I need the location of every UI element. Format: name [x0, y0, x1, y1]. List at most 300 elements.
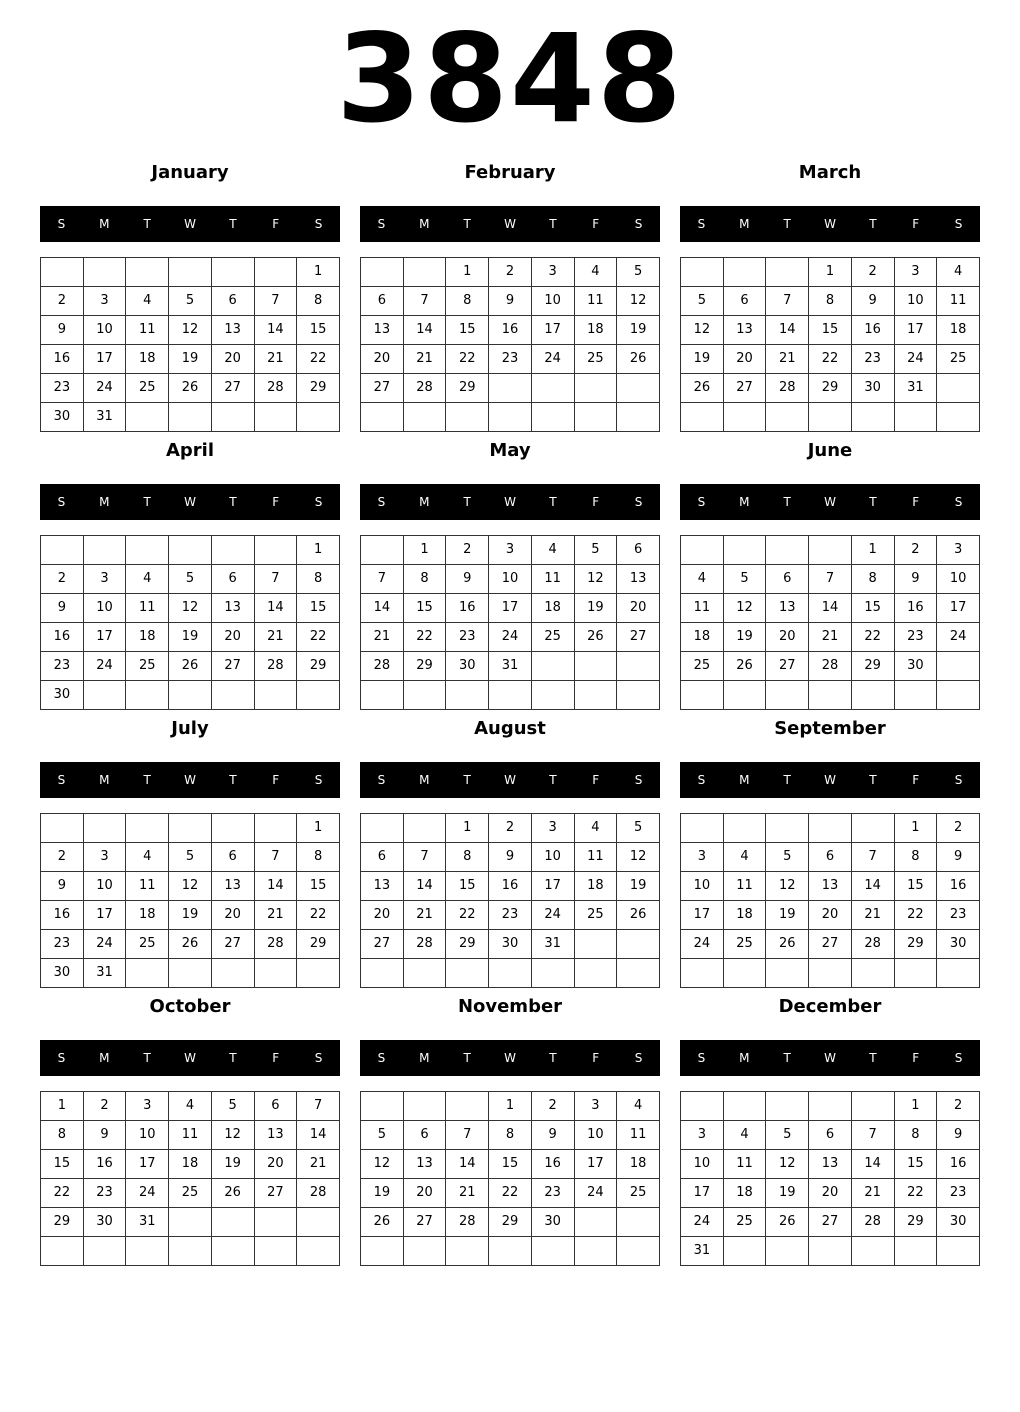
day-cell	[809, 403, 852, 432]
day-cell: 16	[83, 1150, 126, 1179]
day-cell	[766, 258, 809, 287]
day-cell: 23	[83, 1179, 126, 1208]
day-cell	[126, 1237, 169, 1266]
day-cell: 5	[681, 287, 724, 316]
weekday-label: T	[229, 1051, 237, 1065]
day-cell: 21	[361, 623, 404, 652]
day-cell: 21	[297, 1150, 340, 1179]
weekday-label: S	[377, 1051, 386, 1065]
day-cell	[126, 536, 169, 565]
day-cell: 13	[403, 1150, 446, 1179]
day-cell	[41, 1237, 84, 1266]
day-cell: 28	[809, 652, 852, 681]
weekday-header-bar	[680, 1040, 980, 1076]
day-cell: 5	[723, 565, 766, 594]
day-cell: 4	[126, 843, 169, 872]
week-row	[361, 403, 660, 432]
day-cell	[403, 814, 446, 843]
day-cell	[254, 258, 297, 287]
month-name: June	[807, 440, 853, 461]
day-cell: 3	[681, 1121, 724, 1150]
day-grid	[40, 535, 340, 710]
day-cell: 29	[297, 652, 340, 681]
weekday-label: S	[954, 495, 963, 509]
day-cell: 28	[254, 652, 297, 681]
day-cell: 17	[574, 1150, 617, 1179]
week-row	[41, 1179, 340, 1208]
day-grid	[680, 813, 980, 988]
day-cell: 7	[254, 565, 297, 594]
day-cell: 9	[41, 594, 84, 623]
day-cell: 3	[531, 814, 574, 843]
day-cell: 10	[83, 872, 126, 901]
day-cell: 26	[169, 652, 212, 681]
day-cell: 4	[723, 843, 766, 872]
day-cell: 29	[446, 374, 489, 403]
day-cell: 9	[489, 843, 532, 872]
day-cell: 9	[531, 1121, 574, 1150]
day-cell	[574, 403, 617, 432]
day-cell: 20	[361, 345, 404, 374]
day-cell: 1	[403, 536, 446, 565]
day-cell: 7	[403, 843, 446, 872]
day-cell: 10	[489, 565, 532, 594]
day-cell	[937, 374, 980, 403]
week-row	[361, 316, 660, 345]
day-cell: 15	[297, 594, 340, 623]
day-cell	[169, 258, 212, 287]
day-cell	[297, 1208, 340, 1237]
day-cell: 22	[489, 1179, 532, 1208]
day-cell: 30	[937, 930, 980, 959]
day-cell	[851, 814, 894, 843]
weekday-label: M	[99, 217, 110, 231]
day-cell: 16	[41, 345, 84, 374]
day-cell: 6	[211, 565, 254, 594]
weekday-label: W	[504, 495, 516, 509]
month-name: October	[149, 996, 231, 1017]
week-row	[41, 1208, 340, 1237]
day-cell: 4	[723, 1121, 766, 1150]
day-cell: 28	[361, 652, 404, 681]
day-cell: 5	[169, 565, 212, 594]
day-cell: 30	[83, 1208, 126, 1237]
day-cell: 7	[809, 565, 852, 594]
day-cell: 22	[297, 345, 340, 374]
day-cell: 15	[297, 316, 340, 345]
day-cell: 12	[766, 1150, 809, 1179]
day-cell: 8	[446, 843, 489, 872]
day-cell: 17	[489, 594, 532, 623]
day-grid	[680, 257, 980, 432]
weekday-label: S	[377, 217, 386, 231]
week-row	[41, 403, 340, 432]
weekday-header-bar	[680, 484, 980, 520]
day-cell	[681, 403, 724, 432]
day-cell: 20	[809, 901, 852, 930]
weekday-header-bar	[360, 206, 660, 242]
day-cell: 16	[489, 872, 532, 901]
weekday-label: W	[504, 1051, 516, 1065]
month-name: April	[165, 440, 215, 461]
day-cell: 2	[937, 814, 980, 843]
day-cell: 10	[531, 843, 574, 872]
weekday-label: M	[99, 495, 110, 509]
day-cell: 26	[169, 374, 212, 403]
day-cell: 16	[446, 594, 489, 623]
day-cell: 15	[851, 594, 894, 623]
day-cell: 9	[851, 287, 894, 316]
weekday-label: T	[783, 1051, 791, 1065]
day-grid	[680, 1091, 980, 1266]
day-cell	[851, 403, 894, 432]
weekday-label: M	[99, 1051, 110, 1065]
day-cell: 27	[211, 652, 254, 681]
weekday-label: T	[463, 217, 471, 231]
day-cell: 19	[617, 872, 660, 901]
day-cell: 29	[403, 652, 446, 681]
week-row	[681, 814, 980, 843]
day-cell: 9	[41, 316, 84, 345]
day-cell: 20	[723, 345, 766, 374]
day-cell: 11	[169, 1121, 212, 1150]
day-cell: 8	[297, 565, 340, 594]
day-cell	[937, 959, 980, 988]
day-cell: 16	[894, 594, 937, 623]
week-row	[41, 1150, 340, 1179]
day-cell: 1	[894, 814, 937, 843]
weekday-label: F	[912, 1051, 920, 1065]
week-row	[41, 681, 340, 710]
day-cell: 3	[894, 258, 937, 287]
weekday-label: S	[57, 217, 66, 231]
day-cell: 27	[809, 930, 852, 959]
day-cell: 10	[83, 316, 126, 345]
weekday-label: F	[592, 217, 600, 231]
day-cell: 29	[489, 1208, 532, 1237]
day-cell	[809, 681, 852, 710]
day-cell	[403, 258, 446, 287]
day-grid	[680, 535, 980, 710]
day-cell: 8	[403, 565, 446, 594]
day-cell: 14	[403, 316, 446, 345]
day-cell: 18	[723, 901, 766, 930]
weekday-header-bar	[40, 1040, 340, 1076]
day-cell	[254, 959, 297, 988]
day-cell: 23	[41, 652, 84, 681]
week-row	[681, 594, 980, 623]
day-cell: 19	[766, 1179, 809, 1208]
day-cell: 18	[574, 316, 617, 345]
weekday-label: T	[143, 1051, 151, 1065]
day-cell: 17	[531, 316, 574, 345]
week-row	[681, 843, 980, 872]
day-cell: 18	[681, 623, 724, 652]
day-cell	[617, 930, 660, 959]
day-cell: 3	[83, 287, 126, 316]
day-cell: 7	[851, 1121, 894, 1150]
week-row	[361, 258, 660, 287]
day-cell: 17	[83, 623, 126, 652]
week-row	[361, 1150, 660, 1179]
week-row	[41, 1121, 340, 1150]
weekday-label: W	[824, 217, 836, 231]
day-cell: 13	[809, 1150, 852, 1179]
day-cell	[297, 403, 340, 432]
week-row	[41, 594, 340, 623]
week-row	[681, 536, 980, 565]
day-cell	[531, 652, 574, 681]
day-cell: 26	[681, 374, 724, 403]
day-cell: 7	[254, 287, 297, 316]
day-grid	[40, 1091, 340, 1266]
week-row	[41, 872, 340, 901]
day-cell	[766, 403, 809, 432]
day-cell: 29	[894, 1208, 937, 1237]
day-cell	[126, 403, 169, 432]
day-cell: 14	[809, 594, 852, 623]
weekday-label: F	[592, 495, 600, 509]
week-row	[361, 1179, 660, 1208]
week-row	[361, 594, 660, 623]
week-row	[681, 565, 980, 594]
week-row	[681, 374, 980, 403]
day-cell	[617, 403, 660, 432]
weekday-label: W	[184, 773, 196, 787]
day-cell: 3	[489, 536, 532, 565]
day-cell: 5	[361, 1121, 404, 1150]
day-cell: 19	[211, 1150, 254, 1179]
month-name: September	[774, 718, 886, 739]
day-cell	[489, 403, 532, 432]
day-cell	[851, 1092, 894, 1121]
month-name: January	[151, 162, 229, 183]
day-cell: 22	[446, 901, 489, 930]
day-cell: 7	[403, 287, 446, 316]
day-grid	[360, 813, 660, 988]
day-cell: 19	[574, 594, 617, 623]
day-cell: 3	[531, 258, 574, 287]
day-cell: 23	[937, 1179, 980, 1208]
weekday-label: W	[184, 217, 196, 231]
day-cell: 12	[766, 872, 809, 901]
week-row	[41, 565, 340, 594]
day-cell: 19	[169, 901, 212, 930]
day-cell: 24	[681, 930, 724, 959]
day-cell: 15	[446, 316, 489, 345]
day-cell: 20	[211, 901, 254, 930]
day-cell	[169, 681, 212, 710]
week-row	[681, 959, 980, 988]
day-cell	[531, 374, 574, 403]
day-cell	[446, 1237, 489, 1266]
day-cell: 16	[937, 872, 980, 901]
day-cell: 31	[126, 1208, 169, 1237]
weekday-header-bar	[40, 762, 340, 798]
day-cell: 2	[937, 1092, 980, 1121]
weekday-label: S	[57, 495, 66, 509]
day-cell	[809, 1092, 852, 1121]
weekday-label: S	[634, 217, 643, 231]
day-cell	[126, 814, 169, 843]
day-cell: 19	[766, 901, 809, 930]
week-row	[361, 681, 660, 710]
day-cell: 2	[489, 814, 532, 843]
day-grid	[360, 535, 660, 710]
day-cell: 28	[403, 374, 446, 403]
day-cell	[403, 959, 446, 988]
week-row	[41, 930, 340, 959]
day-cell	[894, 959, 937, 988]
day-cell	[403, 403, 446, 432]
weekday-label: W	[824, 495, 836, 509]
day-cell: 24	[531, 901, 574, 930]
day-cell: 8	[297, 843, 340, 872]
day-cell: 23	[41, 374, 84, 403]
week-row	[681, 1208, 980, 1237]
week-row	[41, 814, 340, 843]
day-cell: 6	[403, 1121, 446, 1150]
day-cell: 18	[126, 901, 169, 930]
day-cell: 29	[851, 652, 894, 681]
weekday-label: S	[314, 773, 323, 787]
weekday-label: S	[314, 1051, 323, 1065]
day-cell	[851, 681, 894, 710]
day-cell	[211, 1237, 254, 1266]
day-cell: 28	[254, 374, 297, 403]
weekday-label: T	[783, 495, 791, 509]
day-cell: 13	[766, 594, 809, 623]
day-cell: 17	[126, 1150, 169, 1179]
day-cell: 2	[489, 258, 532, 287]
day-cell: 21	[254, 345, 297, 374]
week-row	[361, 287, 660, 316]
week-row	[681, 901, 980, 930]
day-cell: 1	[894, 1092, 937, 1121]
day-cell: 10	[681, 1150, 724, 1179]
weekday-label: S	[57, 773, 66, 787]
day-cell: 1	[41, 1092, 84, 1121]
day-cell	[446, 681, 489, 710]
day-cell: 14	[254, 872, 297, 901]
day-cell: 12	[169, 872, 212, 901]
day-cell: 16	[41, 623, 84, 652]
day-cell: 29	[41, 1208, 84, 1237]
day-cell	[574, 374, 617, 403]
week-row	[41, 316, 340, 345]
day-cell	[617, 1237, 660, 1266]
day-cell: 22	[851, 623, 894, 652]
day-cell: 7	[254, 843, 297, 872]
day-cell: 1	[446, 814, 489, 843]
day-cell: 16	[937, 1150, 980, 1179]
day-cell: 6	[766, 565, 809, 594]
day-cell: 12	[211, 1121, 254, 1150]
day-cell: 4	[937, 258, 980, 287]
day-cell	[617, 374, 660, 403]
day-cell: 20	[403, 1179, 446, 1208]
day-cell: 15	[403, 594, 446, 623]
day-cell	[531, 1237, 574, 1266]
day-cell: 22	[297, 623, 340, 652]
day-cell: 8	[489, 1121, 532, 1150]
weekday-label: M	[419, 1051, 430, 1065]
weekday-label: S	[697, 495, 706, 509]
day-cell: 1	[489, 1092, 532, 1121]
day-cell	[617, 959, 660, 988]
day-cell: 6	[617, 536, 660, 565]
day-cell	[894, 1237, 937, 1266]
day-cell: 13	[254, 1121, 297, 1150]
weekday-label: M	[99, 773, 110, 787]
day-cell: 16	[851, 316, 894, 345]
day-cell	[254, 403, 297, 432]
day-cell: 29	[446, 930, 489, 959]
day-cell: 29	[894, 930, 937, 959]
week-row	[681, 316, 980, 345]
day-cell: 18	[169, 1150, 212, 1179]
day-cell: 11	[723, 1150, 766, 1179]
day-cell: 4	[617, 1092, 660, 1121]
day-cell: 24	[83, 374, 126, 403]
weekday-label: W	[824, 773, 836, 787]
weekday-label: F	[592, 1051, 600, 1065]
day-cell: 3	[681, 843, 724, 872]
day-cell: 5	[574, 536, 617, 565]
day-cell: 6	[361, 287, 404, 316]
day-cell	[361, 814, 404, 843]
day-cell	[403, 1092, 446, 1121]
day-cell: 1	[297, 536, 340, 565]
week-row	[681, 1150, 980, 1179]
weekday-header-bar	[680, 206, 980, 242]
day-cell	[937, 403, 980, 432]
weekday-label: W	[184, 1051, 196, 1065]
day-cell: 27	[403, 1208, 446, 1237]
day-grid	[360, 257, 660, 432]
day-cell	[254, 814, 297, 843]
day-cell: 11	[531, 565, 574, 594]
day-cell: 30	[531, 1208, 574, 1237]
week-row	[361, 652, 660, 681]
day-cell: 27	[211, 374, 254, 403]
day-cell: 5	[617, 258, 660, 287]
day-cell	[489, 374, 532, 403]
weekday-label: T	[783, 217, 791, 231]
weekday-label: W	[504, 773, 516, 787]
weekday-label: T	[143, 495, 151, 509]
weekday-label: T	[229, 773, 237, 787]
day-cell	[531, 403, 574, 432]
day-cell: 26	[211, 1179, 254, 1208]
day-cell	[446, 1092, 489, 1121]
week-row	[681, 681, 980, 710]
day-cell: 1	[851, 536, 894, 565]
day-cell: 6	[723, 287, 766, 316]
day-cell: 15	[489, 1150, 532, 1179]
weekday-label: T	[869, 495, 877, 509]
weekday-label: T	[143, 773, 151, 787]
day-cell: 9	[41, 872, 84, 901]
weekday-label: F	[912, 495, 920, 509]
day-cell: 15	[446, 872, 489, 901]
day-cell: 26	[766, 930, 809, 959]
day-cell	[531, 959, 574, 988]
month-name: November	[457, 996, 563, 1017]
day-cell	[489, 1237, 532, 1266]
weekday-label: S	[57, 1051, 66, 1065]
day-cell: 14	[254, 316, 297, 345]
